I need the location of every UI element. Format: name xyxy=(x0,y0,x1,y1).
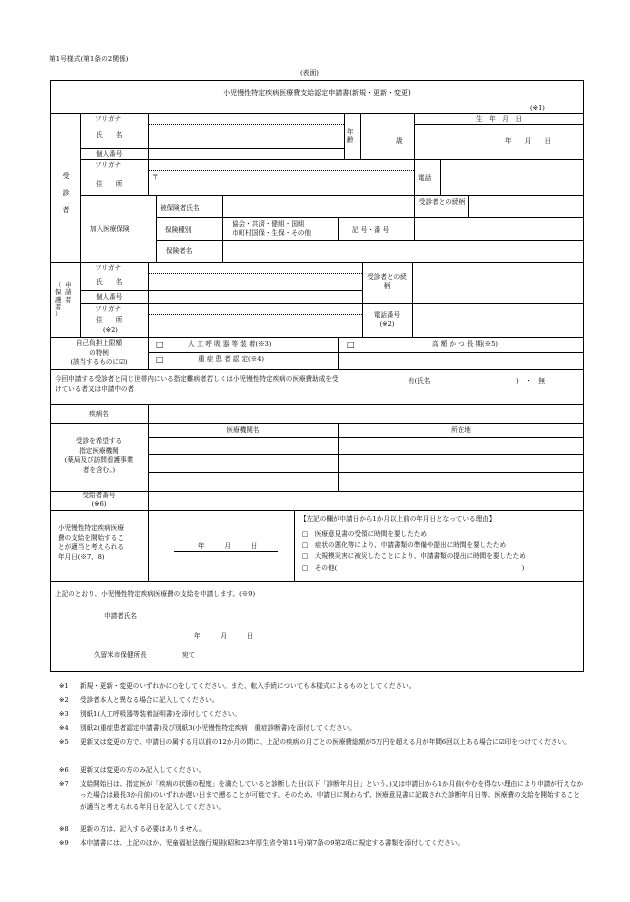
patient-furigana2-label: フリガナ xyxy=(95,161,122,169)
applicant-furigana-label: フリガナ xyxy=(95,264,122,272)
institution-address-header: 所在地 xyxy=(451,426,471,434)
patient-personal-no-label: 個人番号 xyxy=(96,150,123,158)
addressee: 久留米市保健所長 xyxy=(94,651,147,659)
postal-mark: 〒 xyxy=(152,173,159,181)
reason-title: 【左記の欄が申請日から1か月以上前の年月日となっている理由】 xyxy=(300,515,496,523)
reason-3[interactable]: □ 大規模災害に被災したことにより、申請書類の提出に時間を要したため xyxy=(302,552,526,561)
reason-1[interactable]: □ 医療意見書の受領に時間を要したため xyxy=(302,530,427,538)
insured-name-label: 被保険者氏名 xyxy=(160,204,200,212)
applicant-phone-label: 電話番号 (※2) xyxy=(373,311,401,328)
check-high-long[interactable]: □ xyxy=(347,340,355,349)
applicant-address-label: 住 所 xyxy=(96,316,123,324)
title-note: (※1) xyxy=(530,104,545,112)
option-severe: 重 症 患 者 認 定(※4) xyxy=(198,355,264,363)
patient-name-label: 氏 名 xyxy=(96,131,123,139)
applicant-address-note: (※2) xyxy=(103,326,118,334)
reason-list xyxy=(302,529,526,574)
symbol-no-label: 記 号・番 号 xyxy=(352,226,390,234)
sibling-label: 今回申請する受診者と同じ世帯内にいる指定難病者若しくは小児慢性特定疾病の医療費助成を受けている者又は申請中の者 xyxy=(55,375,339,393)
patient-address-label: 住 所 xyxy=(96,180,123,188)
recipient-no-label: 受給者番号 (※6) xyxy=(82,491,116,508)
form-number: 第1号様式(第1条の2関係) xyxy=(49,55,129,63)
applicant-furigana2-label: フリガナ xyxy=(95,305,122,313)
dob-value: 年 月 日 xyxy=(505,137,552,145)
start-date-value: 年 月 日 xyxy=(198,542,258,550)
option-ventilator: 人 工 呼 吸 器 等 装 着(※3) xyxy=(188,340,272,348)
side-label: (表面) xyxy=(300,69,319,77)
institution-label: 受診を希望する 指定医療機関 (薬局及び訪問看護事業 者を含む。) xyxy=(64,437,134,474)
age-unit: 歳 xyxy=(396,137,403,145)
patient-phone-label: 電話 xyxy=(418,174,432,182)
age-label: 年 齢 xyxy=(347,128,354,144)
institution-name-header: 医療機関名 xyxy=(226,426,260,434)
option-high-long: 高 額 か つ 長 期(※5) xyxy=(432,340,498,348)
insurance-label: 加入医療保険 xyxy=(90,225,130,233)
insurance-options: 協会・共済・健組・国組 市町村国保・生保・その他 xyxy=(232,220,312,237)
start-date-label: 小児慢性特定疾病医療 費の支給を開始するこ とが適当と考えられる 年月日(※7、8) xyxy=(58,524,124,561)
declaration-text: 上記のとおり、小児慢性特定疾病医療費の支給を申請します。(※9) xyxy=(55,590,256,598)
patient-furigana-label: フリガナ xyxy=(95,115,122,123)
reason-4[interactable]: □ その他( ) xyxy=(302,563,525,572)
declaration-date: 年 月 日 xyxy=(194,632,254,640)
insured-relation-label: 受診者との続柄 xyxy=(418,198,466,206)
applicant-personal-no-label: 個人番号 xyxy=(96,293,123,301)
addressee-to: 宛て xyxy=(182,651,196,659)
special-limit-label: 自己負担上限額 の特例 (該当するものに☑) xyxy=(70,339,128,366)
check-severe[interactable]: □ xyxy=(156,355,164,364)
form-title: 小児慢性特定疾病医療費支給認定申請書(新規・更新・変更) xyxy=(223,89,411,97)
applicant-sign-label: 申請者氏名 xyxy=(104,612,137,620)
applicant-name-label: 氏 名 xyxy=(96,278,123,286)
reason-2[interactable]: □ 症状の悪化等により、申請書類の準備や提出に時間を要したため xyxy=(302,541,507,550)
insurance-type-label: 保険種別 xyxy=(165,226,192,234)
dob-header: 生 年 月 日 xyxy=(475,115,523,123)
disease-label: 疾病名 xyxy=(89,410,109,418)
applicant-relation-label: 受診者との続柄 xyxy=(367,273,407,290)
sibling-value: 有(氏名 ) ・ 無 xyxy=(408,377,546,385)
insurer-name-label: 保険者名 xyxy=(166,247,193,255)
patient-section-label: 受 診 者 xyxy=(62,172,70,214)
check-ventilator[interactable]: □ xyxy=(156,340,164,349)
